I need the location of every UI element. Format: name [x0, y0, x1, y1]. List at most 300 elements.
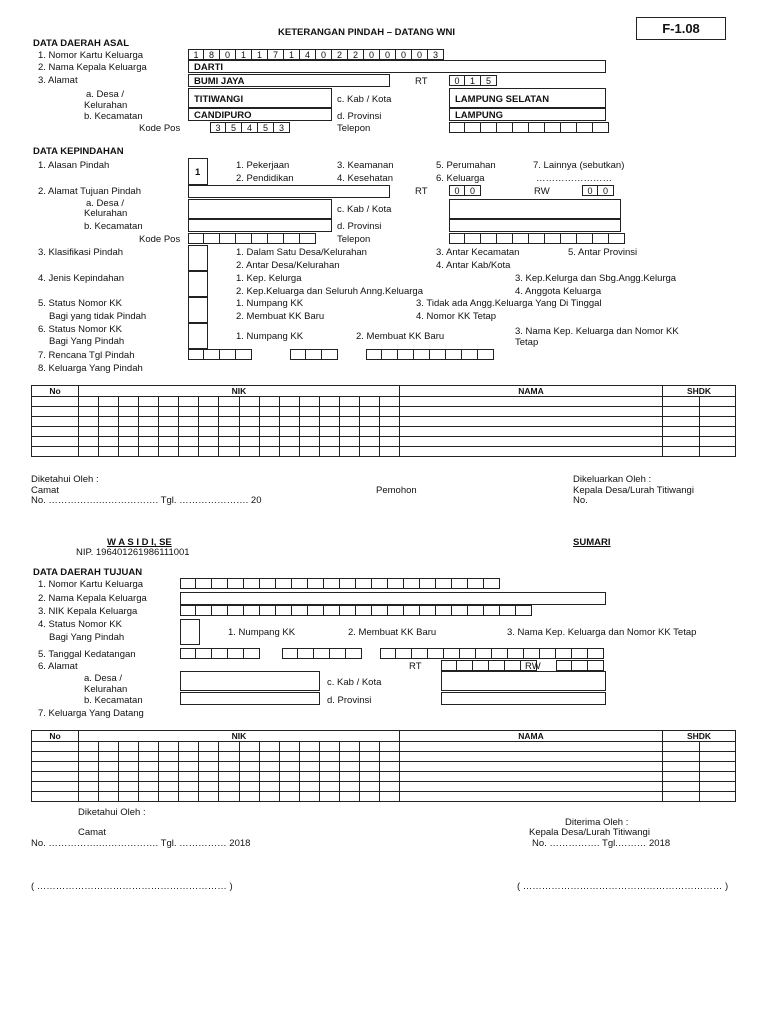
table-cell[interactable] [32, 792, 79, 802]
table-cell[interactable] [400, 772, 663, 782]
table-cell[interactable] [299, 407, 319, 417]
table-cell[interactable] [219, 742, 239, 752]
table-cell[interactable] [299, 427, 319, 437]
table-cell[interactable] [359, 437, 379, 447]
digit-cell[interactable] [572, 660, 588, 671]
table-cell[interactable] [279, 752, 299, 762]
table-cell[interactable] [339, 782, 359, 792]
table-cell[interactable] [159, 427, 179, 437]
digit-cell[interactable] [372, 605, 388, 616]
digit-cell[interactable] [516, 605, 532, 616]
table-cell[interactable] [239, 407, 259, 417]
table-cell[interactable] [139, 762, 159, 772]
tujuan-status-box[interactable] [180, 619, 200, 645]
table-cell[interactable] [400, 742, 663, 752]
table-cell[interactable] [199, 397, 219, 407]
table-cell[interactable] [219, 752, 239, 762]
table-cell[interactable] [239, 427, 259, 437]
table-cell[interactable] [119, 772, 139, 782]
table-cell[interactable] [119, 762, 139, 772]
table-cell[interactable] [99, 782, 119, 792]
table-cell[interactable] [299, 742, 319, 752]
tujuan-tgl-month-cells[interactable] [282, 648, 362, 659]
table-cell[interactable] [179, 792, 199, 802]
table-cell[interactable] [279, 762, 299, 772]
digit-cell[interactable] [481, 233, 497, 244]
table-cell[interactable] [299, 792, 319, 802]
table-cell[interactable] [79, 762, 99, 772]
table-cell[interactable] [259, 397, 279, 407]
table-cell[interactable] [99, 427, 119, 437]
table-cell[interactable] [179, 752, 199, 762]
table-cell[interactable] [319, 752, 339, 762]
alamat-tujuan-field[interactable] [188, 185, 390, 198]
table-cell[interactable] [359, 407, 379, 417]
table-cell[interactable] [239, 417, 259, 427]
table-row[interactable] [32, 407, 736, 417]
table-cell[interactable] [79, 772, 99, 782]
table-cell[interactable] [279, 742, 299, 752]
digit-cell[interactable] [188, 233, 204, 244]
table-cell[interactable] [259, 782, 279, 792]
table-cell[interactable] [663, 417, 700, 427]
digit-cell[interactable]: 0 [316, 49, 332, 60]
digit-cell[interactable] [236, 233, 252, 244]
table-cell[interactable] [299, 397, 319, 407]
table-cell[interactable] [279, 792, 299, 802]
kepindahan-prov-field[interactable] [449, 219, 621, 232]
table-cell[interactable] [279, 407, 299, 417]
digit-cell[interactable] [244, 578, 260, 589]
table-cell[interactable] [32, 752, 79, 762]
digit-cell[interactable] [449, 122, 465, 133]
digit-cell[interactable] [561, 122, 577, 133]
table-cell[interactable] [379, 427, 399, 437]
table-cell[interactable] [400, 447, 663, 457]
table-cell[interactable] [239, 447, 259, 457]
table-cell[interactable] [179, 447, 199, 457]
table-cell[interactable] [79, 752, 99, 762]
digit-cell[interactable] [324, 605, 340, 616]
digit-cell[interactable] [513, 122, 529, 133]
digit-cell[interactable] [330, 648, 346, 659]
table-cell[interactable] [400, 762, 663, 772]
table-cell[interactable] [379, 782, 399, 792]
digit-cell[interactable]: 0 [582, 185, 598, 196]
digit-cell[interactable] [180, 605, 196, 616]
table-cell[interactable] [32, 447, 79, 457]
table-cell[interactable] [179, 427, 199, 437]
table-cell[interactable] [139, 417, 159, 427]
table-cell[interactable] [79, 397, 99, 407]
table-cell[interactable] [199, 772, 219, 782]
table-cell[interactable] [279, 782, 299, 792]
digit-cell[interactable] [513, 233, 529, 244]
table-cell[interactable] [299, 447, 319, 457]
digit-cell[interactable] [260, 605, 276, 616]
rencana-month-cells[interactable] [290, 349, 338, 360]
table-cell[interactable] [259, 742, 279, 752]
table-cell[interactable] [400, 417, 663, 427]
digit-cell[interactable] [529, 122, 545, 133]
table-cell[interactable] [199, 752, 219, 762]
table-cell[interactable] [219, 407, 239, 417]
table-cell[interactable] [79, 742, 99, 752]
table-cell[interactable] [279, 772, 299, 782]
table-cell[interactable] [319, 782, 339, 792]
table-cell[interactable] [159, 772, 179, 782]
table-row[interactable] [32, 437, 736, 447]
table-cell[interactable] [359, 792, 379, 802]
digit-cell[interactable] [430, 349, 446, 360]
table-cell[interactable] [663, 397, 700, 407]
tujuan-nik-cells[interactable] [180, 605, 532, 616]
table-cell[interactable] [199, 742, 219, 752]
digit-cell[interactable]: 0 [412, 49, 428, 60]
digit-cell[interactable] [398, 349, 414, 360]
table-cell[interactable] [319, 437, 339, 447]
table-row[interactable] [32, 772, 736, 782]
table-cell[interactable] [400, 752, 663, 762]
table-cell[interactable] [339, 437, 359, 447]
table-cell[interactable] [699, 742, 736, 752]
klasifikasi-box[interactable] [188, 245, 208, 271]
table-cell[interactable] [119, 742, 139, 752]
table-cell[interactable] [159, 762, 179, 772]
table-cell[interactable] [319, 772, 339, 782]
table-row[interactable] [32, 782, 736, 792]
digit-cell[interactable] [476, 648, 492, 659]
digit-cell[interactable] [196, 648, 212, 659]
digit-cell[interactable] [497, 233, 513, 244]
tujuan-desa-field[interactable] [180, 671, 320, 691]
table-cell[interactable] [259, 407, 279, 417]
table-cell[interactable] [219, 397, 239, 407]
table-row[interactable] [32, 752, 736, 762]
digit-cell[interactable] [260, 578, 276, 589]
table-cell[interactable] [119, 792, 139, 802]
table-cell[interactable] [379, 437, 399, 447]
table-cell[interactable] [699, 762, 736, 772]
digit-cell[interactable]: 3 [428, 49, 444, 60]
asal-rt-cells[interactable] [449, 75, 497, 86]
digit-cell[interactable] [356, 578, 372, 589]
digit-cell[interactable]: 0 [449, 185, 465, 196]
table-cell[interactable] [79, 417, 99, 427]
digit-cell[interactable] [282, 648, 298, 659]
table-cell[interactable] [699, 397, 736, 407]
table-cell[interactable] [259, 417, 279, 427]
table-cell[interactable] [319, 742, 339, 752]
table-cell[interactable] [32, 782, 79, 792]
digit-cell[interactable]: 8 [204, 49, 220, 60]
table-cell[interactable] [379, 742, 399, 752]
table-cell[interactable] [379, 772, 399, 782]
digit-cell[interactable] [577, 122, 593, 133]
table-cell[interactable] [99, 437, 119, 447]
table-cell[interactable] [359, 752, 379, 762]
digit-cell[interactable] [441, 660, 457, 671]
table-cell[interactable] [159, 437, 179, 447]
table-cell[interactable] [663, 772, 700, 782]
table-cell[interactable] [99, 397, 119, 407]
table-cell[interactable] [159, 752, 179, 762]
table-cell[interactable] [379, 752, 399, 762]
table-cell[interactable] [359, 397, 379, 407]
digit-cell[interactable] [404, 605, 420, 616]
digit-cell[interactable] [468, 605, 484, 616]
digit-cell[interactable]: 0 [598, 185, 614, 196]
digit-cell[interactable] [420, 578, 436, 589]
jenis-box[interactable] [188, 271, 208, 297]
digit-cell[interactable] [497, 122, 513, 133]
table-cell[interactable] [359, 762, 379, 772]
tujuan-tgl-year-cells[interactable] [380, 648, 604, 659]
table-cell[interactable] [339, 772, 359, 782]
table-cell[interactable] [299, 782, 319, 792]
table-cell[interactable] [99, 792, 119, 802]
table-cell[interactable] [219, 792, 239, 802]
table-cell[interactable] [339, 427, 359, 437]
table-cell[interactable] [319, 762, 339, 772]
digit-cell[interactable]: 0 [220, 49, 236, 60]
table-cell[interactable] [32, 427, 79, 437]
table-cell[interactable] [279, 397, 299, 407]
table-cell[interactable] [663, 447, 700, 457]
table-cell[interactable] [199, 447, 219, 457]
table-row[interactable] [32, 417, 736, 427]
table-cell[interactable] [663, 762, 700, 772]
table-cell[interactable] [139, 427, 159, 437]
table-cell[interactable] [159, 782, 179, 792]
digit-cell[interactable] [212, 648, 228, 659]
table-cell[interactable] [119, 782, 139, 792]
table-cell[interactable] [159, 417, 179, 427]
table-cell[interactable] [99, 417, 119, 427]
digit-cell[interactable]: 5 [258, 122, 274, 133]
table-cell[interactable] [219, 417, 239, 427]
table-cell[interactable] [359, 772, 379, 782]
table-cell[interactable] [119, 447, 139, 457]
digit-cell[interactable] [340, 605, 356, 616]
table-cell[interactable] [32, 742, 79, 752]
table-cell[interactable] [663, 792, 700, 802]
digit-cell[interactable] [388, 605, 404, 616]
digit-cell[interactable] [284, 233, 300, 244]
table-cell[interactable] [79, 447, 99, 457]
kepindahan-kab-field[interactable] [449, 199, 621, 219]
digit-cell[interactable] [609, 233, 625, 244]
table-cell[interactable] [139, 772, 159, 782]
digit-cell[interactable]: 3 [274, 122, 290, 133]
digit-cell[interactable] [180, 578, 196, 589]
kepindahan-kodepos-cells[interactable] [188, 233, 316, 244]
digit-cell[interactable] [505, 660, 521, 671]
tujuan-prov-field[interactable] [441, 692, 606, 705]
table-cell[interactable] [179, 437, 199, 447]
table-cell[interactable] [199, 437, 219, 447]
table-cell[interactable] [179, 762, 199, 772]
kepindahan-kec-field[interactable] [188, 219, 332, 232]
digit-cell[interactable] [460, 648, 476, 659]
table-cell[interactable] [199, 417, 219, 427]
table-cell[interactable] [219, 437, 239, 447]
table-cell[interactable] [239, 397, 259, 407]
table-cell[interactable] [239, 772, 259, 782]
digit-cell[interactable] [228, 605, 244, 616]
table-cell[interactable] [199, 427, 219, 437]
digit-cell[interactable]: 1 [236, 49, 252, 60]
status-tidak-box[interactable] [188, 297, 208, 323]
table-cell[interactable] [159, 407, 179, 417]
table-cell[interactable] [319, 417, 339, 427]
table-cell[interactable] [199, 782, 219, 792]
table-cell[interactable] [299, 772, 319, 782]
table-cell[interactable] [79, 782, 99, 792]
table-cell[interactable] [339, 447, 359, 457]
digit-cell[interactable] [412, 648, 428, 659]
table-cell[interactable] [219, 782, 239, 792]
status-pindah-box[interactable] [188, 323, 208, 349]
digit-cell[interactable] [561, 233, 577, 244]
table-cell[interactable] [699, 407, 736, 417]
digit-cell[interactable] [572, 648, 588, 659]
table-cell[interactable] [299, 437, 319, 447]
digit-cell[interactable] [366, 349, 382, 360]
digit-cell[interactable] [196, 578, 212, 589]
table-cell[interactable] [219, 772, 239, 782]
digit-cell[interactable]: 1 [465, 75, 481, 86]
table-cell[interactable] [119, 407, 139, 417]
digit-cell[interactable] [308, 578, 324, 589]
table-cell[interactable] [699, 417, 736, 427]
table-cell[interactable] [400, 407, 663, 417]
digit-cell[interactable] [540, 648, 556, 659]
table-cell[interactable] [699, 792, 736, 802]
table-row[interactable] [32, 792, 736, 802]
table-cell[interactable] [139, 397, 159, 407]
table-cell[interactable] [359, 447, 379, 457]
table-cell[interactable] [663, 742, 700, 752]
digit-cell[interactable] [481, 122, 497, 133]
table-cell[interactable] [219, 447, 239, 457]
digit-cell[interactable] [500, 605, 516, 616]
table-cell[interactable] [199, 792, 219, 802]
table-cell[interactable] [359, 782, 379, 792]
table-cell[interactable] [339, 417, 359, 427]
digit-cell[interactable]: 0 [380, 49, 396, 60]
digit-cell[interactable] [276, 578, 292, 589]
table-cell[interactable] [699, 447, 736, 457]
table-cell[interactable] [299, 417, 319, 427]
table-cell[interactable] [139, 782, 159, 792]
table-cell[interactable] [339, 742, 359, 752]
table-cell[interactable] [699, 752, 736, 762]
table-row[interactable] [32, 447, 736, 457]
table-cell[interactable] [179, 772, 199, 782]
digit-cell[interactable] [529, 233, 545, 244]
digit-cell[interactable] [508, 648, 524, 659]
table-cell[interactable] [219, 762, 239, 772]
table-cell[interactable] [319, 397, 339, 407]
digit-cell[interactable] [436, 605, 452, 616]
digit-cell[interactable] [588, 648, 604, 659]
table-cell[interactable] [79, 427, 99, 437]
table-cell[interactable] [119, 427, 139, 437]
digit-cell[interactable]: 2 [332, 49, 348, 60]
digit-cell[interactable]: 7 [268, 49, 284, 60]
digit-cell[interactable] [292, 578, 308, 589]
table-cell[interactable] [179, 407, 199, 417]
digit-cell[interactable]: 5 [481, 75, 497, 86]
table-cell[interactable] [139, 792, 159, 802]
table-cell[interactable] [199, 407, 219, 417]
asal-telepon-cells[interactable] [449, 122, 609, 133]
table-cell[interactable] [199, 762, 219, 772]
table-cell[interactable] [319, 792, 339, 802]
digit-cell[interactable] [196, 605, 212, 616]
table-cell[interactable] [139, 752, 159, 762]
table-cell[interactable] [699, 437, 736, 447]
table-cell[interactable] [400, 427, 663, 437]
digit-cell[interactable] [228, 578, 244, 589]
table-cell[interactable] [319, 427, 339, 437]
asal-kk-number-cells[interactable] [188, 49, 444, 60]
digit-cell[interactable] [276, 605, 292, 616]
table-cell[interactable] [119, 437, 139, 447]
digit-cell[interactable] [292, 605, 308, 616]
kepindahan-rw-cells[interactable] [582, 185, 614, 196]
table-cell[interactable] [379, 447, 399, 457]
digit-cell[interactable] [212, 605, 228, 616]
table-cell[interactable] [99, 447, 119, 457]
table-cell[interactable] [259, 427, 279, 437]
digit-cell[interactable] [220, 233, 236, 244]
digit-cell[interactable]: 1 [284, 49, 300, 60]
table-cell[interactable] [339, 752, 359, 762]
table-cell[interactable] [359, 427, 379, 437]
digit-cell[interactable] [484, 578, 500, 589]
digit-cell[interactable] [462, 349, 478, 360]
table-cell[interactable] [339, 792, 359, 802]
digit-cell[interactable] [489, 660, 505, 671]
digit-cell[interactable] [298, 648, 314, 659]
table-cell[interactable] [379, 407, 399, 417]
table-cell[interactable] [379, 792, 399, 802]
digit-cell[interactable]: 1 [252, 49, 268, 60]
digit-cell[interactable] [236, 349, 252, 360]
digit-cell[interactable] [252, 233, 268, 244]
table-cell[interactable] [159, 742, 179, 752]
table-cell[interactable] [99, 762, 119, 772]
table-cell[interactable] [119, 397, 139, 407]
digit-cell[interactable] [457, 660, 473, 671]
table-row[interactable] [32, 397, 736, 407]
table-cell[interactable] [663, 407, 700, 417]
table-cell[interactable] [699, 772, 736, 782]
tujuan-kk-cells[interactable] [180, 578, 500, 589]
digit-cell[interactable] [356, 605, 372, 616]
digit-cell[interactable] [300, 233, 316, 244]
table-cell[interactable] [279, 427, 299, 437]
digit-cell[interactable] [556, 660, 572, 671]
table-cell[interactable] [139, 437, 159, 447]
table-cell[interactable] [159, 397, 179, 407]
digit-cell[interactable] [545, 122, 561, 133]
table-cell[interactable] [400, 792, 663, 802]
table-row[interactable] [32, 742, 736, 752]
digit-cell[interactable] [188, 349, 204, 360]
